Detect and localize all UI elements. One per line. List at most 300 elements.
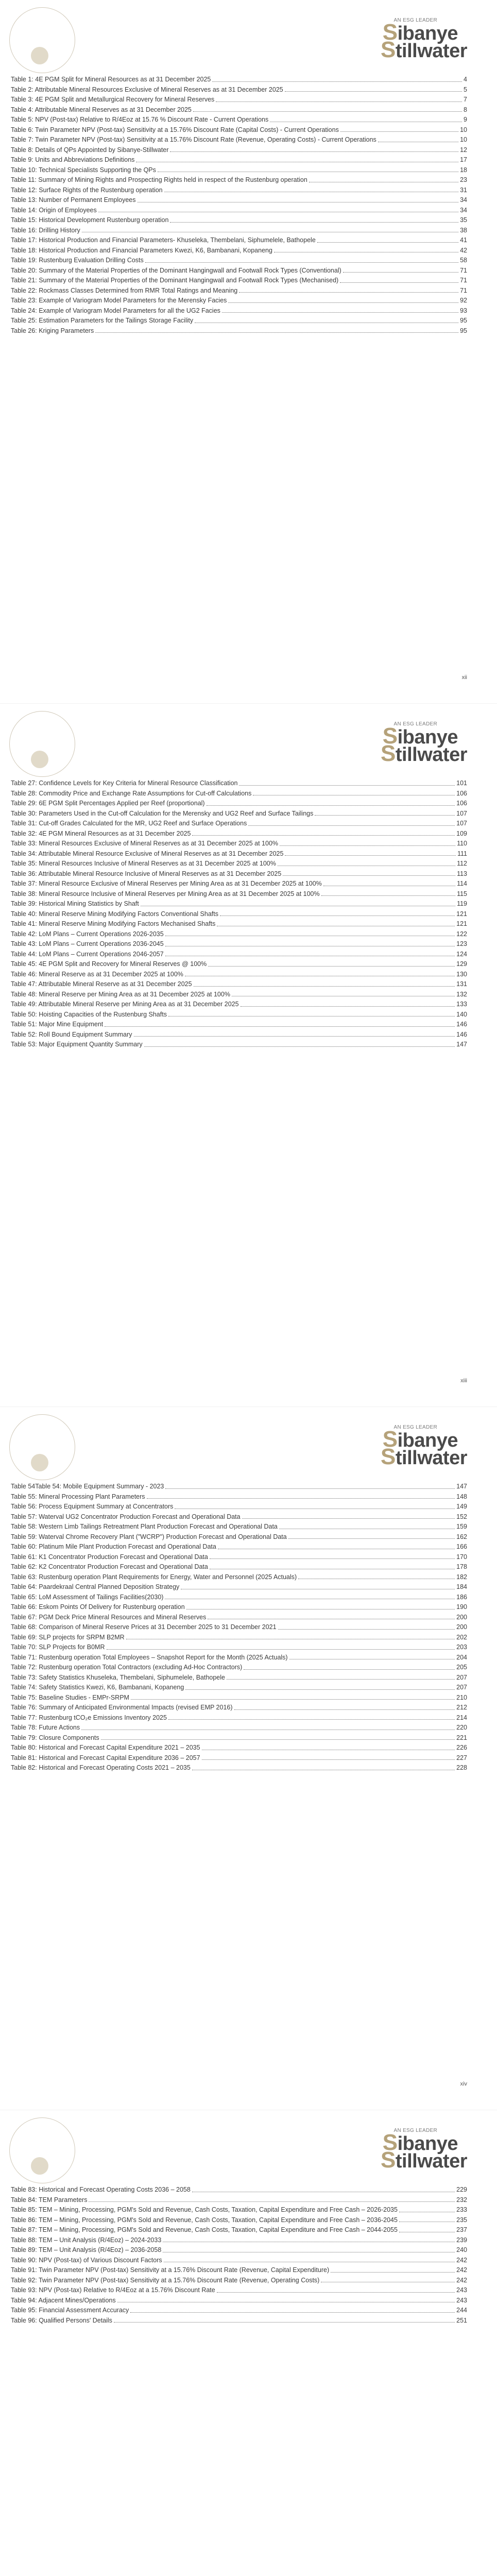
dot-leader	[331, 2272, 455, 2273]
dot-leader	[239, 785, 455, 786]
toc-entry-page: 93	[460, 307, 467, 314]
toc-entry[interactable]	[11, 207, 467, 214]
toc-entry-title: Table 90: NPV (Post-tax) of Various Discount Factors	[11, 2256, 162, 2264]
toc-entry-page: 114	[457, 880, 467, 887]
toc-entry[interactable]	[11, 800, 467, 807]
toc-entry-title: Table 41: Mineral Reserve Mining Modifying Factors Mechanised Shafts	[11, 920, 216, 927]
toc-entry-page: 58	[460, 257, 467, 264]
toc-entry[interactable]	[11, 2307, 467, 2314]
toc-entry[interactable]	[11, 297, 467, 304]
toc-entry-page: 10	[460, 136, 467, 143]
toc-entry[interactable]	[11, 900, 467, 908]
toc-entry[interactable]	[11, 2286, 467, 2294]
toc-entry-page: 200	[456, 1613, 467, 1621]
toc-entry-page: 18	[460, 166, 467, 174]
toc-entry-title: Table 57: Waterval UG2 Concentrator Production Forecast and Operational Data	[11, 1513, 241, 1520]
toc-entry[interactable]	[11, 850, 467, 858]
toc-entry[interactable]	[11, 76, 467, 83]
dot-leader	[194, 986, 455, 987]
page-number: xii	[461, 674, 467, 681]
toc-entry-page: 149	[456, 1503, 467, 1510]
dot-leader	[134, 1036, 455, 1037]
toc-entry[interactable]	[11, 2246, 467, 2254]
toc-entry-title: Table 91: Twin Parameter NPV (Post-tax) Sensitivity at a 15.76% Discount Rate (Revenue, Capital Expenditure)	[11, 2266, 330, 2274]
toc-entry-page: 244	[456, 2307, 467, 2314]
toc-entry[interactable]	[11, 267, 467, 275]
toc-entry-title: Table 43: LoM Plans – Current Operations 2036-2045	[11, 940, 164, 947]
toc-entry-title: Table 10: Technical Specialists Supporting the QPs	[11, 166, 156, 174]
logo-word-stillwater: Stillwater	[381, 741, 467, 766]
toc-entry-page: 112	[457, 860, 467, 867]
toc-entry[interactable]	[11, 1594, 467, 1601]
toc-entry[interactable]	[11, 2196, 467, 2204]
logo-word-stillwater: Stillwater	[381, 37, 467, 62]
toc-entry[interactable]	[11, 1674, 467, 1682]
dot-leader	[185, 1689, 455, 1690]
toc-entry-title: Table 51: Major Mine Equipment	[11, 1021, 104, 1028]
toc-entry[interactable]	[11, 2236, 467, 2244]
toc-entry[interactable]	[11, 1001, 467, 1008]
toc-entry[interactable]	[11, 227, 467, 234]
toc-entry-title: Table 33: Mineral Resources Exclusive of Mineral Reserves as at 31 December 2025 at 100%	[11, 840, 279, 847]
toc-entry-title: Table 94: Adjacent Mines/Operations	[11, 2296, 116, 2304]
toc-entry-title: Table 16: Drilling History	[11, 226, 80, 234]
toc-entry-title: Table 39: Historical Mining Statistics by Shaft	[11, 900, 139, 907]
toc-entry-title: Table 27: Confidence Levels for Key Criteria for Mineral Resource Classification	[11, 779, 238, 787]
toc-entry-title: Table 20: Summary of the Material Properties of the Dominant Hangingwall and Footwall Rock Types (Conventional)	[11, 266, 341, 274]
list-of-tables	[11, 2186, 467, 2327]
toc-page	[0, 1406, 497, 2110]
dot-leader	[144, 1046, 455, 1047]
toc-entry[interactable]	[11, 2297, 467, 2304]
logo-tagline: AN ESG LEADER	[393, 721, 437, 727]
dot-leader	[278, 1629, 455, 1630]
toc-entry[interactable]	[11, 1724, 467, 1732]
toc-entry[interactable]	[11, 1623, 467, 1631]
toc-entry-title: Table 28: Commodity Price and Exchange Rate Assumptions for Cut-off Calculations	[11, 789, 252, 797]
dot-leader	[285, 855, 456, 856]
toc-entry-title: Table 42: LoM Plans – Current Operations 2026-2035	[11, 930, 164, 938]
toc-entry-title: Table 5: NPV (Post-tax) Relative to R/4Eoz at 15.76 % Discount Rate - Current Operations	[11, 116, 269, 123]
toc-entry-title: Table 88: TEM – Unit Analysis (R/4Eoz) – 2024-2033	[11, 2236, 162, 2244]
toc-entry[interactable]	[11, 971, 467, 978]
toc-entry[interactable]	[11, 920, 467, 928]
toc-entry[interactable]	[11, 247, 467, 255]
toc-entry-page: 23	[460, 176, 467, 183]
logo-word-sibanye: Sibanye	[382, 20, 458, 45]
toc-entry-title: Table 74: Safety Statistics Kwezi, K6, Bambanani, Kopaneng	[11, 1684, 184, 1691]
decorative-ring-graphic	[9, 7, 75, 73]
toc-entry[interactable]	[11, 1543, 467, 1551]
dot-leader	[244, 1669, 455, 1670]
toc-entry[interactable]	[11, 1483, 467, 1490]
toc-entry[interactable]	[11, 236, 467, 244]
toc-entry-page: 226	[456, 1744, 467, 1751]
dot-leader	[114, 2322, 455, 2323]
dot-leader	[288, 1538, 455, 1539]
dot-leader	[202, 1759, 455, 1760]
toc-entry-page: 4	[464, 76, 467, 83]
toc-entry[interactable]	[11, 2226, 467, 2234]
toc-entry[interactable]	[11, 257, 467, 264]
toc-entry-page: 115	[457, 890, 467, 897]
toc-entry[interactable]	[11, 870, 467, 878]
dot-leader	[208, 966, 455, 967]
toc-entry[interactable]	[11, 1694, 467, 1702]
toc-entry-title: Table 9: Units and Abbreviations Definitions	[11, 156, 135, 163]
toc-entry-page: 129	[456, 960, 467, 968]
toc-entry[interactable]	[11, 1664, 467, 1671]
logo-tagline: AN ESG LEADER	[393, 18, 437, 23]
toc-entry-page: 71	[460, 286, 467, 294]
toc-entry[interactable]	[11, 951, 467, 958]
toc-entry-page: 205	[456, 1664, 467, 1671]
dot-leader	[212, 81, 462, 82]
dot-leader	[101, 1739, 455, 1740]
dot-leader	[317, 242, 458, 243]
toc-entry-title: Table 79: Closure Components	[11, 1734, 99, 1741]
dot-leader	[193, 111, 462, 112]
toc-entry[interactable]	[11, 136, 467, 144]
toc-entry[interactable]	[11, 810, 467, 818]
logo-word-sibanye: Sibanye	[382, 2130, 458, 2155]
toc-entry[interactable]	[11, 1523, 467, 1531]
toc-entry[interactable]	[11, 2206, 467, 2214]
toc-entry-page: 7	[464, 96, 467, 103]
toc-entry-title: Table 58: Western Limb Tailings Retreatment Plant Production Forecast and Operational Data	[11, 1523, 278, 1530]
toc-entry-title: Table 32: 4E PGM Mineral Resources as at 31 December 2025	[11, 829, 191, 837]
logo-word-sibanye: Sibanye	[382, 1427, 458, 1452]
toc-entry[interactable]	[11, 2277, 467, 2284]
toc-entry-title: Table 13: Number of Permanent Employees	[11, 196, 136, 204]
dot-leader	[210, 1558, 455, 1559]
dot-leader	[216, 101, 462, 102]
toc-entry-page: 210	[456, 1693, 467, 1701]
toc-entry-page: 8	[464, 106, 467, 113]
toc-entry-title: Table 1: 4E PGM Split for Mineral Resources as at 31 December 2025	[11, 76, 211, 83]
toc-entry-title: Table 12: Surface Rights of the Rustenburg operation	[11, 186, 163, 194]
dot-leader	[105, 1026, 455, 1027]
toc-entry[interactable]	[11, 1714, 467, 1722]
toc-entry-title: Table 55: Mineral Processing Plant Parameters	[11, 1493, 145, 1500]
toc-entry-page: 42	[460, 246, 467, 254]
toc-entry-page: 113	[457, 870, 467, 877]
toc-entry-page: 106	[456, 789, 467, 797]
toc-entry-title: Table 54Table 54: Mobile Equipment Summary - 2023	[11, 1483, 164, 1490]
toc-entry-title: Table 63: Rustenburg operation Plant Requirements for Energy, Water and Personnel (2025 Actuals)	[11, 1573, 297, 1581]
toc-entry-title: Table 78: Future Actions	[11, 1724, 80, 1731]
toc-entry-page: 200	[456, 1623, 467, 1631]
toc-entry-page: 95	[460, 317, 467, 324]
toc-entry-page: 178	[456, 1563, 467, 1570]
decorative-ring-graphic	[9, 1414, 75, 1480]
toc-entry-page: 235	[456, 2216, 467, 2224]
dot-leader	[239, 292, 458, 293]
toc-entry-page: 242	[456, 2256, 467, 2264]
toc-entry-title: Table 17: Historical Production and Financial Parameters- Khuseleka, Thembelani, Siphumelele, Bathopele	[11, 236, 316, 244]
toc-entry-title: Table 30: Parameters Used in the Cut-off Calculation for the Merensky and UG2 Reef and Surface Tailings	[11, 809, 314, 817]
toc-entry-title: Table 14: Origin of Employees	[11, 206, 97, 214]
toc-entry-page: 106	[456, 800, 467, 807]
toc-entry-page: 239	[456, 2236, 467, 2244]
toc-entry-title: Table 36: Attributable Mineral Resource Inclusive of Mineral Reserves as at 31 December 2025	[11, 870, 282, 877]
toc-entry-page: 146	[456, 1030, 467, 1038]
toc-entry-title: Table 21: Summary of the Material Properties of the Dominant Hangingwall and Footwall Rock Types (Mechanised)	[11, 277, 339, 284]
toc-entry[interactable]	[11, 1583, 467, 1591]
toc-entry[interactable]	[11, 216, 467, 224]
toc-entry-page: 123	[456, 940, 467, 947]
toc-entry[interactable]	[11, 126, 467, 134]
toc-entry[interactable]	[11, 930, 467, 938]
dot-leader	[192, 835, 455, 836]
toc-entry[interactable]	[11, 116, 467, 124]
toc-entry[interactable]	[11, 860, 467, 868]
toc-entry[interactable]	[11, 287, 467, 295]
toc-entry[interactable]	[11, 830, 467, 838]
dot-leader	[248, 825, 455, 826]
toc-entry-title: Table 8: Details of QPs Appointed by Sibanye-Stillwater	[11, 146, 169, 154]
toc-entry[interactable]	[11, 277, 467, 284]
toc-entry-title: Table 50: Hoisting Capacities of the Rustenburg Shafts	[11, 1010, 167, 1018]
toc-entry-page: 107	[456, 820, 467, 827]
toc-entry-title: Table 89: TEM – Unit Analysis (R/4Eoz) – 2036-2058	[11, 2246, 162, 2253]
toc-entry-page: 146	[456, 1021, 467, 1028]
toc-entry-page: 147	[456, 1041, 467, 1048]
toc-entry-title: Table 61: K1 Concentrator Production Forecast and Operational Data	[11, 1553, 208, 1561]
toc-entry-page: 240	[456, 2246, 467, 2253]
dot-leader	[228, 302, 458, 303]
toc-entry-title: Table 15: Historical Development Rustenburg operation	[11, 216, 169, 224]
toc-entry[interactable]	[11, 779, 467, 787]
toc-entry-page: 251	[456, 2316, 467, 2324]
toc-entry[interactable]	[11, 1603, 467, 1611]
toc-entry-page: 31	[460, 186, 467, 194]
dot-leader	[315, 815, 455, 816]
page-number: xiii	[460, 1378, 467, 1384]
toc-entry-page: 107	[456, 809, 467, 817]
toc-entry[interactable]	[11, 980, 467, 988]
dot-leader	[340, 282, 458, 283]
toc-entry[interactable]	[11, 187, 467, 194]
toc-entry[interactable]	[11, 2317, 467, 2325]
logo-tagline: AN ESG LEADER	[393, 1425, 437, 1430]
toc-entry-title: Table 92: Twin Parameter NPV (Post-tax) Sensitivity at a 15.76% Discount Rate (Revenue, Operating Costs)	[11, 2276, 320, 2284]
toc-entry-page: 38	[460, 226, 467, 234]
toc-entry[interactable]	[11, 1643, 467, 1651]
toc-entry-page: 101	[456, 779, 467, 787]
toc-entry[interactable]	[11, 910, 467, 918]
toc-entry-title: Table 87: TEM – Mining, Processing, PGM's Sold and Revenue, Cash Costs, Taxation, Capital Expenditure and Free Cash – 2044-2055	[11, 2226, 398, 2233]
toc-entry-title: Table 76: Summary of Anticipated Environmental Impacts (revised EMP 2016)	[11, 1704, 233, 1711]
dot-leader	[283, 875, 455, 876]
toc-entry-title: Table 56: Process Equipment Summary at Concentrators	[11, 1503, 174, 1510]
toc-entry[interactable]	[11, 790, 467, 798]
toc-entry-page: 121	[456, 910, 467, 918]
logo-word-sibanye: Sibanye	[382, 723, 458, 749]
toc-entry-title: Table 70: SLP Projects for B0MR	[11, 1643, 105, 1651]
toc-entry-title: Table 77: Rustenburg tCO₂e Emissions Inventory 2025	[11, 1714, 167, 1721]
toc-entry-title: Table 38: Mineral Resource Inclusive of Mineral Reserves per Mining Area as at 31 December 2025 at 100%	[11, 890, 320, 897]
toc-entry-page: 148	[456, 1493, 467, 1500]
toc-entry-title: Table 4: Attributable Mineral Reserves as at 31 December 2025	[11, 106, 192, 113]
toc-entry-title: Table 64: Paardekraal Central Planned Deposition Strategy	[11, 1583, 180, 1590]
toc-entry-page: 190	[456, 1603, 467, 1611]
toc-entry[interactable]	[11, 1684, 467, 1691]
toc-entry-title: Table 29: 6E PGM Split Percentages Applied per Reef (proportional)	[11, 800, 205, 807]
list-of-tables	[11, 779, 467, 1051]
toc-entry-title: Table 85: TEM – Mining, Processing, PGM's Sold and Revenue, Cash Costs, Taxation, Capital Expenditure and Free Cash – 2026-2035	[11, 2206, 398, 2213]
toc-entry-title: Table 6: Twin Parameter NPV (Post-tax) Sensitivity at a 15.76% Discount Rate (Capital Costs) - Current Operations	[11, 126, 339, 133]
dot-leader	[165, 1488, 455, 1489]
toc-entry[interactable]	[11, 1654, 467, 1662]
toc-entry-page: 159	[456, 1523, 467, 1530]
dot-leader	[170, 222, 458, 223]
toc-entry[interactable]	[11, 196, 467, 204]
toc-entry[interactable]	[11, 86, 467, 94]
toc-entry[interactable]	[11, 1744, 467, 1752]
toc-entry-title: Table 59: Waterval Chrome Recovery Plant ("WCRP") Production Forecast and Operational Data	[11, 1533, 287, 1540]
toc-entry-page: 182	[456, 1573, 467, 1581]
page-number: xiv	[460, 2081, 467, 2087]
toc-entry-page: 92	[460, 297, 467, 304]
toc-entry[interactable]	[11, 940, 467, 948]
toc-entry[interactable]	[11, 176, 467, 184]
toc-page	[0, 0, 497, 703]
toc-entry-title: Table 48: Mineral Reserve per Mining Area as at 31 December 2025 at 100%	[11, 990, 230, 998]
toc-entry-page: 221	[456, 1734, 467, 1741]
toc-entry[interactable]	[11, 166, 467, 174]
toc-entry[interactable]	[11, 307, 467, 315]
toc-entry-page: 140	[456, 1010, 467, 1018]
toc-entry[interactable]	[11, 820, 467, 827]
toc-entry-title: Table 82: Historical and Forecast Operating Costs 2021 – 2035	[11, 1764, 191, 1771]
toc-entry[interactable]	[11, 1513, 467, 1521]
toc-entry[interactable]	[11, 106, 467, 114]
toc-entry-title: Table 86: TEM – Mining, Processing, PGM's Sold and Revenue, Cash Costs, Taxation, Capital Expenditure and Free Cash – 2036-2045	[11, 2216, 398, 2224]
toc-entry[interactable]	[11, 146, 467, 154]
toc-entry-page: 121	[456, 920, 467, 927]
toc-entry-page: 34	[460, 206, 467, 214]
toc-entry-title: Table 72: Rustenburg operation Total Contractors (excluding Ad-Hoc Contractors)	[11, 1664, 243, 1671]
toc-entry[interactable]	[11, 2266, 467, 2274]
toc-entry-title: Table 95: Financial Assessment Accuracy	[11, 2307, 129, 2314]
toc-entry[interactable]	[11, 1734, 467, 1742]
toc-entry-page: 10	[460, 126, 467, 133]
toc-entry[interactable]	[11, 1754, 467, 1762]
toc-entry[interactable]	[11, 156, 467, 164]
dot-leader	[222, 312, 458, 313]
toc-entry-page: 243	[456, 2296, 467, 2304]
toc-entry[interactable]	[11, 880, 467, 888]
toc-entry[interactable]	[11, 1704, 467, 1711]
toc-entry[interactable]	[11, 1493, 467, 1501]
logo-word-stillwater: Stillwater	[381, 2147, 467, 2173]
dot-leader	[89, 2201, 455, 2202]
company-logo	[346, 721, 467, 765]
dot-leader	[241, 1006, 455, 1007]
toc-entry[interactable]	[11, 327, 467, 335]
toc-entry-title: Table 24: Example of Variogram Model Parameters for all the UG2 Facies	[11, 307, 220, 314]
dot-leader	[170, 151, 458, 152]
toc-entry-title: Table 44: LoM Plans – Current Operations 2046-2057	[11, 950, 164, 958]
toc-entry[interactable]	[11, 1563, 467, 1571]
toc-entry[interactable]	[11, 2257, 467, 2264]
toc-entry-page: 131	[456, 980, 467, 988]
toc-entry-page: 243	[456, 2286, 467, 2294]
toc-entry-title: Table 22: Rockmass Classes Determined from RMR Total Ratings and Meaning	[11, 286, 238, 294]
toc-entry-page: 184	[456, 1583, 467, 1590]
toc-entry[interactable]	[11, 1634, 467, 1641]
toc-entry-page: 35	[460, 216, 467, 224]
toc-entry-page: 162	[456, 1533, 467, 1540]
toc-entry-title: Table 66: Eskom Points Of Delivery for Rustenburg operation	[11, 1603, 185, 1611]
toc-entry-page: 17	[460, 156, 467, 163]
toc-entry-title: Table 69: SLP projects for SRPM B2MR	[11, 1633, 125, 1641]
toc-entry[interactable]	[11, 1533, 467, 1541]
toc-entry-page: 237	[456, 2226, 467, 2233]
toc-entry-page: 203	[456, 1643, 467, 1651]
toc-entry-page: 242	[456, 2276, 467, 2284]
toc-entry[interactable]	[11, 1573, 467, 1581]
toc-entry-page: 124	[456, 950, 467, 958]
toc-entry[interactable]	[11, 890, 467, 898]
dot-leader	[168, 1719, 455, 1720]
toc-entry[interactable]	[11, 96, 467, 104]
company-logo	[346, 1425, 467, 1468]
toc-entry[interactable]	[11, 1031, 467, 1039]
toc-entry[interactable]	[11, 2216, 467, 2224]
toc-entry-page: 202	[456, 1633, 467, 1641]
toc-entry-page: 12	[460, 146, 467, 154]
toc-entry-title: Table 60: Platinum Mile Plant Production Forecast and Operational Data	[11, 1543, 216, 1550]
toc-entry-page: 207	[456, 1673, 467, 1681]
toc-entry[interactable]	[11, 840, 467, 848]
toc-entry-title: Table 25: Estimation Parameters for the Tailings Storage Facility	[11, 317, 194, 324]
toc-entry[interactable]	[11, 960, 467, 968]
toc-entry-title: Table 68: Comparison of Mineral Reserve Prices at 31 December 2025 to 31 December 2021	[11, 1623, 277, 1631]
toc-entry-page: 111	[457, 850, 467, 857]
toc-entry[interactable]	[11, 2186, 467, 2194]
toc-entry-page: 229	[456, 2186, 467, 2193]
dot-leader	[285, 91, 462, 92]
toc-entry[interactable]	[11, 1614, 467, 1621]
toc-entry[interactable]	[11, 317, 467, 325]
toc-entry-page: 132	[456, 990, 467, 998]
toc-entry-title: Table 34: Attributable Mineral Resource Exclusive of Mineral Reserves as at 31 December 2025	[11, 850, 284, 857]
toc-entry[interactable]	[11, 1011, 467, 1019]
dot-leader	[130, 2312, 455, 2313]
toc-entry[interactable]	[11, 991, 467, 998]
toc-entry-title: Table 45: 4E PGM Split and Recovery for Mineral Reserves @ 100%	[11, 960, 207, 968]
toc-entry[interactable]	[11, 1553, 467, 1561]
toc-entry-title: Table 23: Example of Variogram Model Parameters for the Merensky Facies	[11, 297, 227, 304]
toc-entry[interactable]	[11, 1503, 467, 1511]
toc-entry[interactable]	[11, 1021, 467, 1028]
toc-entry-title: Table 81: Historical and Forecast Capital Expenditure 2036 – 2057	[11, 1754, 200, 1761]
toc-entry-title: Table 47: Attributable Mineral Reserve as at 31 December 2025	[11, 980, 192, 988]
toc-entry-title: Table 40: Mineral Reserve Mining Modifying Factors Conventional Shafts	[11, 910, 218, 918]
toc-entry[interactable]	[11, 1041, 467, 1048]
toc-entry-title: Table 75: Baseline Studies - EMPr-SRPM	[11, 1693, 129, 1701]
toc-entry-page: 122	[456, 930, 467, 938]
toc-entry-title: Table 53: Major Equipment Quantity Summary	[11, 1041, 143, 1048]
dot-leader	[227, 1679, 455, 1680]
toc-entry-title: Table 83: Historical and Forecast Operating Costs 2036 – 2058	[11, 2186, 191, 2193]
dot-leader	[95, 332, 458, 333]
dot-leader	[131, 1699, 455, 1700]
toc-entry[interactable]	[11, 1764, 467, 1772]
toc-entry-page: 71	[460, 277, 467, 284]
